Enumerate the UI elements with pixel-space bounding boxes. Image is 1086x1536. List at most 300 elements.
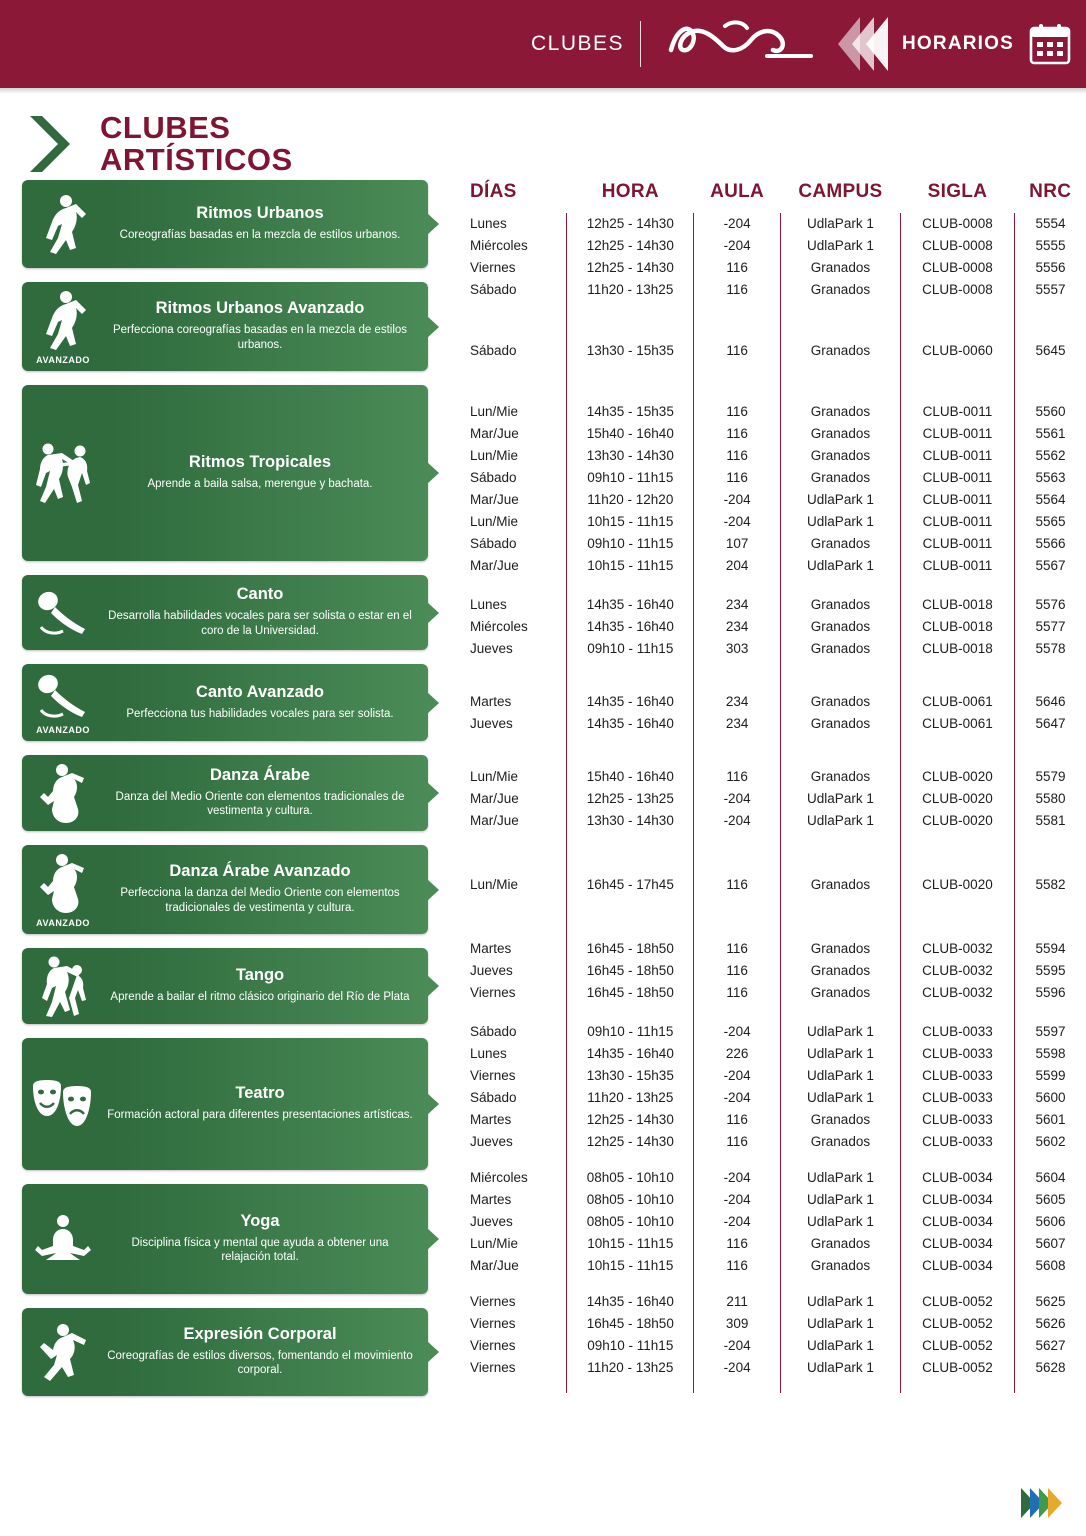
cell-campus: UdlaPark 1 bbox=[780, 489, 900, 511]
cell-sigla: CLUB-0052 bbox=[900, 1291, 1014, 1313]
cell-aula: -204 bbox=[694, 489, 781, 511]
club-text bbox=[104, 852, 428, 927]
cell-campus: UdlaPark 1 bbox=[780, 1167, 900, 1189]
club-name: Tango bbox=[235, 966, 285, 985]
cell-nrc: 5599 bbox=[1014, 1065, 1086, 1087]
cell-dias: Mar/Jue bbox=[470, 558, 519, 573]
club-text bbox=[104, 575, 428, 650]
cell-dias: Mar/Jue bbox=[470, 791, 519, 806]
cell-dias: Jueves bbox=[470, 1214, 513, 1229]
cell-dias: Viernes bbox=[470, 1338, 516, 1353]
cell-campus: Granados bbox=[780, 315, 900, 401]
cell-sigla: CLUB-0008 bbox=[900, 235, 1014, 257]
cell-dias: Martes bbox=[470, 941, 512, 956]
horarios-block bbox=[902, 22, 1086, 66]
cell-sigla: CLUB-0052 bbox=[900, 1357, 1014, 1393]
cell-dias: Sábado bbox=[470, 536, 517, 551]
cell-sigla: CLUB-0011 bbox=[900, 489, 1014, 511]
cell-aula: -204 bbox=[694, 1065, 781, 1087]
table-row bbox=[464, 1357, 1086, 1393]
cell-nrc: 5579 bbox=[1014, 763, 1086, 788]
cell-hora: 12h25 - 14h30 bbox=[567, 1131, 694, 1167]
club-card bbox=[22, 664, 428, 741]
cell-sigla: CLUB-0034 bbox=[900, 1167, 1014, 1189]
cell-hora: 14h35 - 15h35 bbox=[567, 401, 694, 423]
cell-nrc: 5595 bbox=[1014, 960, 1086, 982]
cell-nrc: 5561 bbox=[1014, 423, 1086, 445]
cell-sigla: CLUB-0032 bbox=[900, 982, 1014, 1021]
club-text bbox=[104, 443, 428, 504]
club-description: Perfecciona coreografías basadas en la mezcla de estilos urbanos. bbox=[112, 323, 408, 351]
club-name: Teatro bbox=[235, 1084, 285, 1103]
cell-campus: Granados bbox=[780, 1109, 900, 1131]
club-name: Expresión Corporal bbox=[183, 1324, 337, 1343]
cell-sigla: CLUB-0011 bbox=[900, 467, 1014, 489]
club-name: Ritmos Urbanos Avanzado bbox=[155, 298, 365, 317]
cell-campus: Granados bbox=[780, 467, 900, 489]
cell-sigla: CLUB-0052 bbox=[900, 1313, 1014, 1335]
cell-sigla: CLUB-0033 bbox=[900, 1065, 1014, 1087]
table-row bbox=[464, 401, 1086, 423]
card-pointer bbox=[427, 1093, 439, 1115]
cell-aula: 116 bbox=[694, 279, 781, 315]
cell-sigla: CLUB-0034 bbox=[900, 1189, 1014, 1211]
cell-aula: 116 bbox=[694, 467, 781, 489]
cell-nrc: 5578 bbox=[1014, 638, 1086, 677]
table-row bbox=[464, 788, 1086, 810]
schedule-table-body bbox=[464, 213, 1086, 1393]
page-title-line1: CLUBES bbox=[100, 110, 231, 146]
cell-aula: 234 bbox=[694, 713, 781, 763]
club-description: Disciplina física y mental que ayuda a obtener una relajación total. bbox=[131, 1236, 389, 1264]
cell-aula: 234 bbox=[694, 616, 781, 638]
cell-campus: Granados bbox=[780, 677, 900, 713]
cell-dias: Sábado bbox=[470, 470, 517, 485]
cell-hora: 16h45 - 17h45 bbox=[567, 849, 694, 935]
club-name: Ritmos Tropicales bbox=[188, 452, 332, 471]
tango-couple-icon bbox=[22, 948, 104, 1024]
advanced-badge: AVANZADO bbox=[36, 725, 90, 736]
cell-dias: Mar/Jue bbox=[470, 1258, 519, 1273]
cell-hora: 09h10 - 11h15 bbox=[567, 1335, 694, 1357]
club-name: Yoga bbox=[240, 1211, 280, 1230]
cell-sigla: CLUB-0018 bbox=[900, 638, 1014, 677]
cell-dias: Viernes bbox=[470, 260, 516, 275]
cell-nrc: 5626 bbox=[1014, 1313, 1086, 1335]
club-text bbox=[104, 1074, 428, 1135]
table-row bbox=[464, 616, 1086, 638]
cell-nrc: 5601 bbox=[1014, 1109, 1086, 1131]
club-name: Ritmos Urbanos bbox=[196, 203, 324, 222]
cell-sigla: CLUB-0008 bbox=[900, 257, 1014, 279]
cell-aula: 116 bbox=[694, 849, 781, 935]
cell-hora: 14h35 - 16h40 bbox=[567, 713, 694, 763]
table-row bbox=[464, 960, 1086, 982]
cell-sigla: CLUB-0033 bbox=[900, 1109, 1014, 1131]
cell-sigla: CLUB-0033 bbox=[900, 1087, 1014, 1109]
club-card bbox=[22, 1038, 428, 1170]
cell-sigla: CLUB-0020 bbox=[900, 810, 1014, 849]
cell-sigla: CLUB-0052 bbox=[900, 1335, 1014, 1357]
table-row bbox=[464, 810, 1086, 849]
cell-nrc: 5566 bbox=[1014, 533, 1086, 555]
cell-sigla: CLUB-0020 bbox=[900, 849, 1014, 935]
cell-sigla: CLUB-0033 bbox=[900, 1043, 1014, 1065]
header-divider bbox=[640, 21, 641, 67]
cell-campus: UdlaPark 1 bbox=[780, 1065, 900, 1087]
cell-nrc: 5580 bbox=[1014, 788, 1086, 810]
club-description: Perfecciona tus habilidades vocales para ser solista. bbox=[126, 707, 394, 720]
cell-nrc: 5606 bbox=[1014, 1211, 1086, 1233]
cell-sigla: CLUB-0018 bbox=[900, 616, 1014, 638]
cell-nrc: 5563 bbox=[1014, 467, 1086, 489]
cell-aula: -204 bbox=[694, 788, 781, 810]
table-row bbox=[464, 279, 1086, 315]
col-header-dias: DÍAS bbox=[470, 181, 517, 202]
cell-nrc: 5557 bbox=[1014, 279, 1086, 315]
cell-nrc: 5600 bbox=[1014, 1087, 1086, 1109]
club-text bbox=[104, 956, 428, 1017]
club-card bbox=[22, 948, 428, 1024]
cell-dias: Viernes bbox=[470, 1294, 516, 1309]
cell-campus: UdlaPark 1 bbox=[780, 213, 900, 235]
table-row bbox=[464, 713, 1086, 763]
theater-masks-icon bbox=[22, 1070, 104, 1138]
cell-dias: Miércoles bbox=[470, 1170, 528, 1185]
cell-dias: Lun/Mie bbox=[470, 404, 519, 419]
cell-aula: 116 bbox=[694, 763, 781, 788]
cell-aula: 116 bbox=[694, 1109, 781, 1131]
cell-aula: 116 bbox=[694, 1233, 781, 1255]
cell-campus: UdlaPark 1 bbox=[780, 1291, 900, 1313]
table-row bbox=[464, 1043, 1086, 1065]
cell-aula: -204 bbox=[694, 1167, 781, 1189]
header-clubes-label: CLUBES bbox=[530, 32, 624, 55]
card-pointer bbox=[427, 692, 439, 714]
cell-dias: Miércoles bbox=[470, 619, 528, 634]
cell-campus: Granados bbox=[780, 960, 900, 982]
club-name: Canto Avanzado bbox=[195, 682, 325, 701]
jumping-dancer-icon bbox=[22, 1315, 104, 1389]
club-card bbox=[22, 755, 428, 831]
cell-dias: Lun/Mie bbox=[470, 514, 519, 529]
table-header-row bbox=[464, 180, 1086, 213]
cell-sigla: CLUB-0008 bbox=[900, 279, 1014, 315]
cell-campus: UdlaPark 1 bbox=[780, 1043, 900, 1065]
cell-sigla: CLUB-0033 bbox=[900, 1021, 1014, 1043]
table-row bbox=[464, 677, 1086, 713]
cell-sigla: CLUB-0034 bbox=[900, 1255, 1014, 1291]
table-row bbox=[464, 763, 1086, 788]
cell-campus: Granados bbox=[780, 591, 900, 616]
cell-dias: Jueves bbox=[470, 716, 513, 731]
card-pointer bbox=[427, 1341, 439, 1363]
cell-campus: UdlaPark 1 bbox=[780, 1211, 900, 1233]
table-row bbox=[464, 1255, 1086, 1291]
cell-dias: Sábado bbox=[470, 343, 517, 358]
cell-hora: 16h45 - 18h50 bbox=[567, 935, 694, 960]
cell-campus: Granados bbox=[780, 638, 900, 677]
card-pointer bbox=[427, 213, 439, 235]
table-row bbox=[464, 467, 1086, 489]
cell-hora: 09h10 - 11h15 bbox=[567, 638, 694, 677]
table-row bbox=[464, 213, 1086, 235]
cell-dias: Sábado bbox=[470, 1090, 517, 1105]
table-row bbox=[464, 1189, 1086, 1211]
cell-campus: UdlaPark 1 bbox=[780, 788, 900, 810]
cell-hora: 13h30 - 15h35 bbox=[567, 315, 694, 401]
cell-hora: 09h10 - 11h15 bbox=[567, 1021, 694, 1043]
cell-campus: Granados bbox=[780, 763, 900, 788]
cell-campus: Granados bbox=[780, 849, 900, 935]
table-row bbox=[464, 1109, 1086, 1131]
cell-hora: 15h40 - 16h40 bbox=[567, 423, 694, 445]
cell-nrc: 5567 bbox=[1014, 555, 1086, 591]
cell-aula: -204 bbox=[694, 1357, 781, 1393]
card-pointer bbox=[427, 316, 439, 338]
cell-aula: 116 bbox=[694, 257, 781, 279]
club-description: Aprende a bailar el ritmo clásico originario del Río de Plata bbox=[110, 991, 410, 1004]
cell-nrc: 5596 bbox=[1014, 982, 1086, 1021]
cell-aula: 116 bbox=[694, 1255, 781, 1291]
cell-dias: Jueves bbox=[470, 641, 513, 656]
page-header bbox=[0, 0, 1086, 88]
club-card bbox=[22, 282, 428, 371]
cell-nrc: 5625 bbox=[1014, 1291, 1086, 1313]
club-description: Coreografías de estilos diversos, fomentando el movimiento corporal. bbox=[107, 1349, 413, 1377]
cell-nrc: 5647 bbox=[1014, 713, 1086, 763]
table-row bbox=[464, 1021, 1086, 1043]
cell-campus: Granados bbox=[780, 445, 900, 467]
club-card bbox=[22, 1308, 428, 1396]
microphone-icon bbox=[22, 664, 104, 741]
table-row bbox=[464, 982, 1086, 1021]
cell-hora: 12h25 - 14h30 bbox=[567, 257, 694, 279]
page-title bbox=[28, 108, 1086, 180]
cell-campus: UdlaPark 1 bbox=[780, 1313, 900, 1335]
col-header-nrc: NRC bbox=[1029, 181, 1072, 202]
club-text bbox=[104, 289, 428, 364]
cell-campus: Granados bbox=[780, 713, 900, 763]
cell-aula: -204 bbox=[694, 511, 781, 533]
cell-sigla: CLUB-0032 bbox=[900, 935, 1014, 960]
cell-nrc: 5577 bbox=[1014, 616, 1086, 638]
cell-aula: -204 bbox=[694, 810, 781, 849]
cell-campus: UdlaPark 1 bbox=[780, 1087, 900, 1109]
cell-dias: Sábado bbox=[470, 1024, 517, 1039]
cell-nrc: 5597 bbox=[1014, 1021, 1086, 1043]
cell-nrc: 5560 bbox=[1014, 401, 1086, 423]
cell-sigla: CLUB-0060 bbox=[900, 315, 1014, 401]
table-row bbox=[464, 1131, 1086, 1167]
footer-chevrons bbox=[1026, 1488, 1062, 1518]
table-row bbox=[464, 1167, 1086, 1189]
cell-dias: Jueves bbox=[470, 1134, 513, 1149]
cell-aula: 116 bbox=[694, 1131, 781, 1167]
table-row bbox=[464, 935, 1086, 960]
cell-hora: 09h10 - 11h15 bbox=[567, 533, 694, 555]
cell-campus: UdlaPark 1 bbox=[780, 1357, 900, 1393]
cell-dias: Martes bbox=[470, 1112, 512, 1127]
clubs-column bbox=[0, 180, 452, 1410]
cell-campus: UdlaPark 1 bbox=[780, 1021, 900, 1043]
cell-campus: Granados bbox=[780, 982, 900, 1021]
cell-dias: Sábado bbox=[470, 282, 517, 297]
cell-sigla: CLUB-0032 bbox=[900, 960, 1014, 982]
cell-campus: Granados bbox=[780, 616, 900, 638]
club-text bbox=[104, 194, 428, 255]
cell-sigla: CLUB-0018 bbox=[900, 591, 1014, 616]
table-row bbox=[464, 1313, 1086, 1335]
udla-logo bbox=[663, 16, 818, 72]
cell-hora: 13h30 - 14h30 bbox=[567, 445, 694, 467]
cell-hora: 08h05 - 10h10 bbox=[567, 1211, 694, 1233]
cell-aula: -204 bbox=[694, 1087, 781, 1109]
cell-hora: 08h05 - 10h10 bbox=[567, 1189, 694, 1211]
cell-sigla: CLUB-0008 bbox=[900, 213, 1014, 235]
table-row bbox=[464, 257, 1086, 279]
dancer-icon bbox=[22, 186, 104, 262]
cell-nrc: 5564 bbox=[1014, 489, 1086, 511]
club-text bbox=[104, 673, 428, 734]
cell-aula: -204 bbox=[694, 1189, 781, 1211]
cell-dias: Lun/Mie bbox=[470, 448, 519, 463]
cell-dias: Martes bbox=[470, 694, 512, 709]
cell-hora: 14h35 - 16h40 bbox=[567, 1291, 694, 1313]
cell-campus: UdlaPark 1 bbox=[780, 1335, 900, 1357]
cell-nrc: 5607 bbox=[1014, 1233, 1086, 1255]
cell-hora: 16h45 - 18h50 bbox=[567, 960, 694, 982]
cell-nrc: 5555 bbox=[1014, 235, 1086, 257]
yoga-icon bbox=[22, 1206, 104, 1272]
table-row bbox=[464, 1087, 1086, 1109]
cell-nrc: 5608 bbox=[1014, 1255, 1086, 1291]
table-row bbox=[464, 638, 1086, 677]
cell-hora: 10h15 - 11h15 bbox=[567, 511, 694, 533]
table-row bbox=[464, 489, 1086, 511]
cell-dias: Lun/Mie bbox=[470, 1236, 519, 1251]
cell-campus: UdlaPark 1 bbox=[780, 511, 900, 533]
club-description: Formación actoral para diferentes presentaciones artísticas. bbox=[107, 1109, 413, 1122]
cell-aula: 116 bbox=[694, 935, 781, 960]
cell-hora: 08h05 - 10h10 bbox=[567, 1167, 694, 1189]
cell-dias: Viernes bbox=[470, 1360, 516, 1375]
table-row bbox=[464, 1291, 1086, 1313]
cell-nrc: 5627 bbox=[1014, 1335, 1086, 1357]
table-row bbox=[464, 849, 1086, 935]
cell-campus: Granados bbox=[780, 257, 900, 279]
cell-sigla: CLUB-0034 bbox=[900, 1211, 1014, 1233]
cell-hora: 16h45 - 18h50 bbox=[567, 1313, 694, 1335]
cell-hora: 12h25 - 14h30 bbox=[567, 213, 694, 235]
table-row bbox=[464, 555, 1086, 591]
cell-aula: 234 bbox=[694, 591, 781, 616]
cell-dias: Miércoles bbox=[470, 238, 528, 253]
page-title-text bbox=[100, 112, 293, 175]
cell-dias: Mar/Jue bbox=[470, 813, 519, 828]
cell-dias: Martes bbox=[470, 1192, 512, 1207]
cell-sigla: CLUB-0034 bbox=[900, 1233, 1014, 1255]
club-description: Aprende a baila salsa, merengue y bachata. bbox=[147, 477, 373, 490]
cell-sigla: CLUB-0033 bbox=[900, 1131, 1014, 1167]
cell-dias: Jueves bbox=[470, 963, 513, 978]
cell-sigla: CLUB-0011 bbox=[900, 555, 1014, 591]
card-pointer bbox=[427, 782, 439, 804]
cell-nrc: 5604 bbox=[1014, 1167, 1086, 1189]
cell-nrc: 5576 bbox=[1014, 591, 1086, 616]
cell-sigla: CLUB-0061 bbox=[900, 713, 1014, 763]
cell-dias: Lunes bbox=[470, 216, 507, 231]
cell-nrc: 5554 bbox=[1014, 213, 1086, 235]
dancer-icon bbox=[22, 282, 104, 371]
cell-hora: 10h15 - 11h15 bbox=[567, 1233, 694, 1255]
cell-campus: UdlaPark 1 bbox=[780, 810, 900, 849]
club-name: Danza Árabe bbox=[210, 765, 310, 784]
col-header-campus: CAMPUS bbox=[798, 181, 883, 202]
cell-nrc: 5594 bbox=[1014, 935, 1086, 960]
table-row bbox=[464, 591, 1086, 616]
cell-sigla: CLUB-0020 bbox=[900, 788, 1014, 810]
cell-aula: 116 bbox=[694, 401, 781, 423]
cell-sigla: CLUB-0011 bbox=[900, 511, 1014, 533]
cell-dias: Viernes bbox=[470, 1068, 516, 1083]
club-card bbox=[22, 1184, 428, 1294]
col-header-hora: HORA bbox=[601, 181, 659, 202]
cell-campus: UdlaPark 1 bbox=[780, 1189, 900, 1211]
cell-sigla: CLUB-0011 bbox=[900, 533, 1014, 555]
microphone-icon bbox=[22, 581, 104, 645]
cell-hora: 15h40 - 16h40 bbox=[567, 763, 694, 788]
cell-aula: 234 bbox=[694, 677, 781, 713]
cell-aula: 309 bbox=[694, 1313, 781, 1335]
cell-campus: Granados bbox=[780, 279, 900, 315]
footer-chevron-icon bbox=[1048, 1488, 1062, 1518]
cell-dias: Lun/Mie bbox=[470, 769, 519, 784]
club-description: Perfecciona la danza del Medio Oriente con elementos tradicionales de vestimenta y cultura. bbox=[120, 887, 400, 914]
cell-campus: Granados bbox=[780, 935, 900, 960]
card-pointer bbox=[427, 602, 439, 624]
cell-nrc: 5602 bbox=[1014, 1131, 1086, 1167]
card-pointer bbox=[427, 1228, 439, 1250]
cell-sigla: CLUB-0011 bbox=[900, 401, 1014, 423]
club-card bbox=[22, 180, 428, 268]
cell-campus: Granados bbox=[780, 533, 900, 555]
table-row bbox=[464, 1335, 1086, 1357]
content-area bbox=[0, 180, 1086, 1410]
cell-dias: Lunes bbox=[470, 597, 507, 612]
cell-hora: 10h15 - 11h15 bbox=[567, 555, 694, 591]
table-row bbox=[464, 1233, 1086, 1255]
schedule-table bbox=[464, 180, 1086, 1393]
club-name: Canto bbox=[236, 585, 284, 603]
cell-sigla: CLUB-0020 bbox=[900, 763, 1014, 788]
chevron-arrow-icon bbox=[28, 114, 86, 174]
cell-nrc: 5582 bbox=[1014, 849, 1086, 935]
cell-hora: 13h30 - 14h30 bbox=[567, 810, 694, 849]
club-text bbox=[104, 1202, 428, 1277]
header-chevrons bbox=[846, 17, 888, 71]
table-row bbox=[464, 445, 1086, 467]
cell-dias: Viernes bbox=[470, 985, 516, 1000]
horarios-label: HORARIOS bbox=[902, 33, 1014, 54]
cell-dias: Lun/Mie bbox=[470, 877, 519, 892]
cell-nrc: 5628 bbox=[1014, 1357, 1086, 1393]
cell-aula: 107 bbox=[694, 533, 781, 555]
cell-campus: Granados bbox=[780, 401, 900, 423]
cell-aula: 204 bbox=[694, 555, 781, 591]
table-row bbox=[464, 235, 1086, 257]
club-name: Danza Árabe Avanzado bbox=[169, 862, 351, 881]
